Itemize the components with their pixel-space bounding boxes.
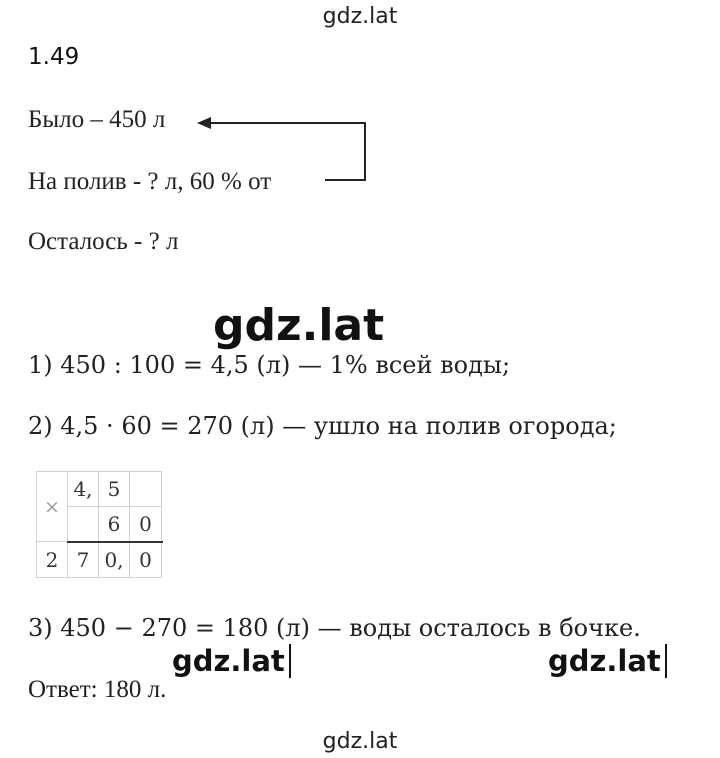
product-digit: 2 <box>37 542 68 577</box>
table-cell-empty <box>68 507 99 542</box>
solution-step-1: 1) 450 : 100 = 4,5 (л) — 1% всей воды; <box>28 351 511 379</box>
multiply-sign: × <box>37 472 68 542</box>
watermark-top: gdz.lat <box>322 4 398 29</box>
reference-arrow <box>195 110 375 190</box>
multiplicand-digit: 5 <box>99 472 130 507</box>
watermark-center: gdz.lat <box>213 300 385 351</box>
multiplication-rule <box>67 541 163 543</box>
product-digit: 7 <box>68 542 99 577</box>
solution-step-3: 3) 450 − 270 = 180 (л) — воды осталось в бочке. <box>28 614 641 642</box>
watermark-right: gdz.lat <box>548 644 667 678</box>
condition-watering: На полив - ? л, 60 % от <box>28 168 272 195</box>
product-digit: 0 <box>139 547 152 572</box>
answer: Ответ: 180 л. <box>28 676 167 703</box>
condition-was: Было – 450 л <box>28 106 166 133</box>
condition-left: Осталось - ? л <box>28 228 179 255</box>
task-number: 1.49 <box>28 44 80 70</box>
table-cell-empty <box>130 472 161 507</box>
multiplier-digit: 6 <box>99 507 130 542</box>
multiplication-table <box>36 471 162 578</box>
solution-step-2: 2) 4,5 · 60 = 270 (л) — ушло на полив огорода; <box>28 412 617 440</box>
product-digit: 0, <box>99 542 130 577</box>
watermark-bottom: gdz.lat <box>322 729 398 754</box>
multiplier-digit: 0 <box>130 507 161 542</box>
watermark-left: gdz.lat <box>172 644 291 678</box>
multiplicand-digit: 4, <box>68 472 99 507</box>
